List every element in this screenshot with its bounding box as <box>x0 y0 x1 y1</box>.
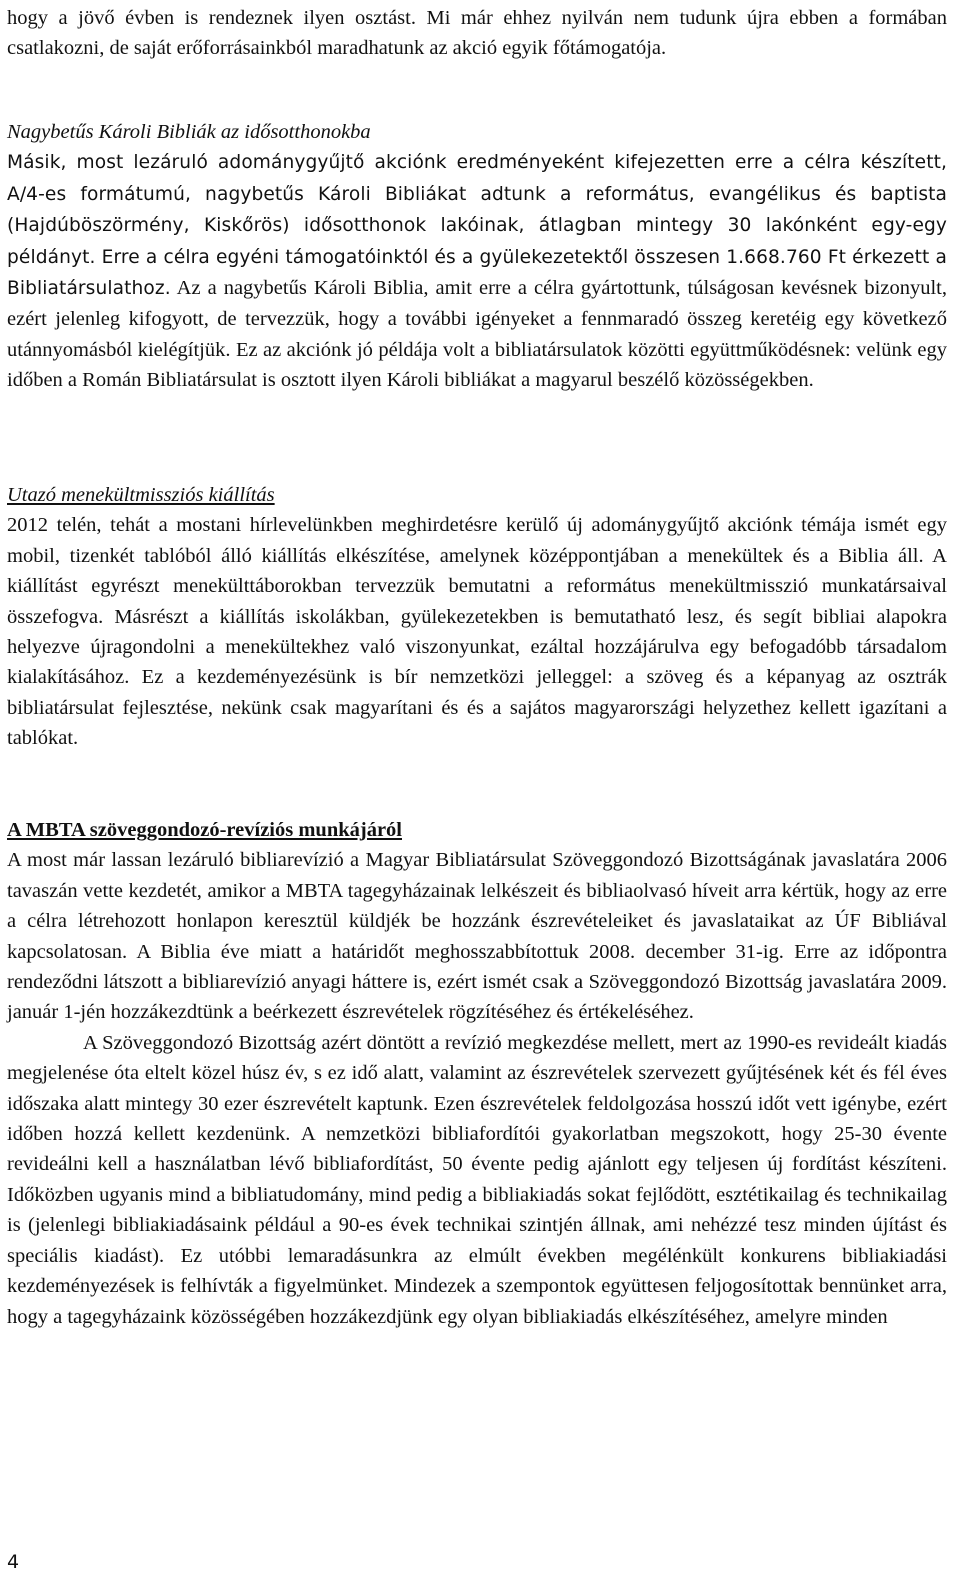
paragraph-serif-segment: Az a nagybetűs Károli Biblia, amit erre a célra gyártottunk, túlságosan kevésnek bizonyult, ezért jelenleg kifogyott, de tervezzük, hogy a további igényeket a fennmaradó összeg keretéig egy következő utánnyomásból kielégítjük. Ez az akciónk jó példája volt a bibliatársulatok közötti együttműködésnek: velünk egy időben a Román Bibliatársulat is osztott ilyen Károli bibliákat a magyarul beszélő közösségekben. <box>7 277 947 392</box>
page-number: 4 <box>7 1551 20 1573</box>
section-heading-large-print-bibles: Nagybetűs Károli Bibliák az idősotthonokba <box>7 121 371 143</box>
section-heading-refugee-exhibition: Utazó menekültmissziós kiállítás <box>7 484 275 506</box>
section-paragraph: A most már lassan lezáruló bibliarevízió a Magyar Bibliatársulat Szöveggondozó Bizottságának javaslatára 2006 tavaszán vette kezdetét, amikor a MBTA tagegyházainak lelkészeit és bibliaolvasó híveit arra kértük, hogy az erre a célra létrehozott honlapon keresztül küldjék be hozzánk észrevételeiket és javaslataikat az ÚF Bibliával kapcsolatosan. A Biblia éve miatt a határidőt meghosszabbítottuk 2008. december 31-ig. Erre az időpontra rendeződni látszott a bibliarevízió anyagi háttere is, ezért ismét csak a Szöveggondozó Bizottság javaslatára 2009. január 1-jén hozzákezdtünk a beérkezett észrevételek rögzítéséhez és értékeléséhez. <box>7 849 947 1024</box>
section-paragraph: 2012 telén, tehát a mostani hírlevelünkben meghirdetésre kerülő új adománygyűjtő akciónk témája ismét egy mobil, tizenkét tablóból álló kiállítás elkészítése, amelynek középpontjában a menekültek és a Biblia áll. A kiállítást egyrészt menekülttáborokban tervezzük bemutatni a református menekültmisszió munkatársaival összefogva. Másrészt a kiállítás iskolákban, gyülekezetekben is bemutatható lesz, és segít bibliai alapokra helyezve újragondolni a menekültekhez való viszonyunkat, ezáltal hozzájárulva egy befogadóbb társadalom kialakításához. Ez a kezdeményezésünk is bír nemzetközi jelleggel: a szöveg és a képanyag az osztrák bibliatársulat fejlesztése, nekünk csak magyarítani és és a sajátos magyarországi helyzethez kellett igazítani a tablókat. <box>7 514 947 750</box>
intro-section <box>7 3 947 64</box>
bible-revision-section <box>7 815 947 1332</box>
section-heading-bible-revision: A MBTA szöveggondozó-revíziós munkájáról <box>7 819 402 841</box>
intro-paragraph: hogy a jövő évben is rendeznek ilyen osztást. Mi már ehhez nyilván nem tudunk újra ebben a formában csatlakozni, de saját erőforrásainkból maradhatunk az akció egyik főtámogatója. <box>7 7 947 60</box>
section-paragraph <box>7 147 947 395</box>
large-print-bible-section <box>7 117 947 396</box>
refugee-exhibition-section <box>7 480 947 754</box>
paragraph-sans-segment: Másik, most lezáruló adománygyűjtő akciónk eredményeként kifejezetten erre a célra készített, A/4-es formátumú, nagybetűs Károli Bibliákat adtunk a református, evangélikus és baptista (Hajdúböszörmény, Kiskőrös) idősotthonok lakóinak, átlagban mintegy 30 lakónként egy-egy példányt. Erre a célra egyéni támogatóinktól és a gyülekezetektől összesen 1.668.760 Ft érkezett a Bibliatársulathoz. <box>7 152 947 300</box>
section-paragraph-indented: A Szöveggondozó Bizottság azért döntött a revízió megkezdése mellett, mert az 1990-es revideált kiadás megjelenése óta eltelt közel húsz év, s ez idő alatt, valamint az észrevételek szervezett gyűjtésének két és fél éves időszaka alatt mintegy 30 ezer észrevételt kaptunk. Ezen észrevételek feldolgozása hosszú időt vett igénybe, ezért időben hozzá kellett kezdenünk. A nemzetközi bibliafordítói gyakorlatban megszokott, hogy 25-30 évente revideálni kell a használatban lévő bibliafordítást, 50 évente pedig ajánlott egy teljesen új fordítást készíteni. Időközben ugyanis mind a bibliatudomány, mind pedig a bibliakiadás sokat fejlődött, esztétikailag és technikailag is (jelenlegi bibliakiadásaink például a 90-es évek technikai szintjén állnak, ami nehézzé tesz minden újítást és speciális kiadást). Ez utóbbi lemaradásunkra az elmúlt években megélénkült konkurens bibliakiadási kezdeményezések is felhívták a figyelmünket. Mindezek a szempontok együttesen feljogosítottak bennünket arra, hogy a tagegyházaink közösségében hozzákezdjünk egy olyan bibliakiadás elkészítéséhez, amelyre minden <box>7 1031 947 1328</box>
